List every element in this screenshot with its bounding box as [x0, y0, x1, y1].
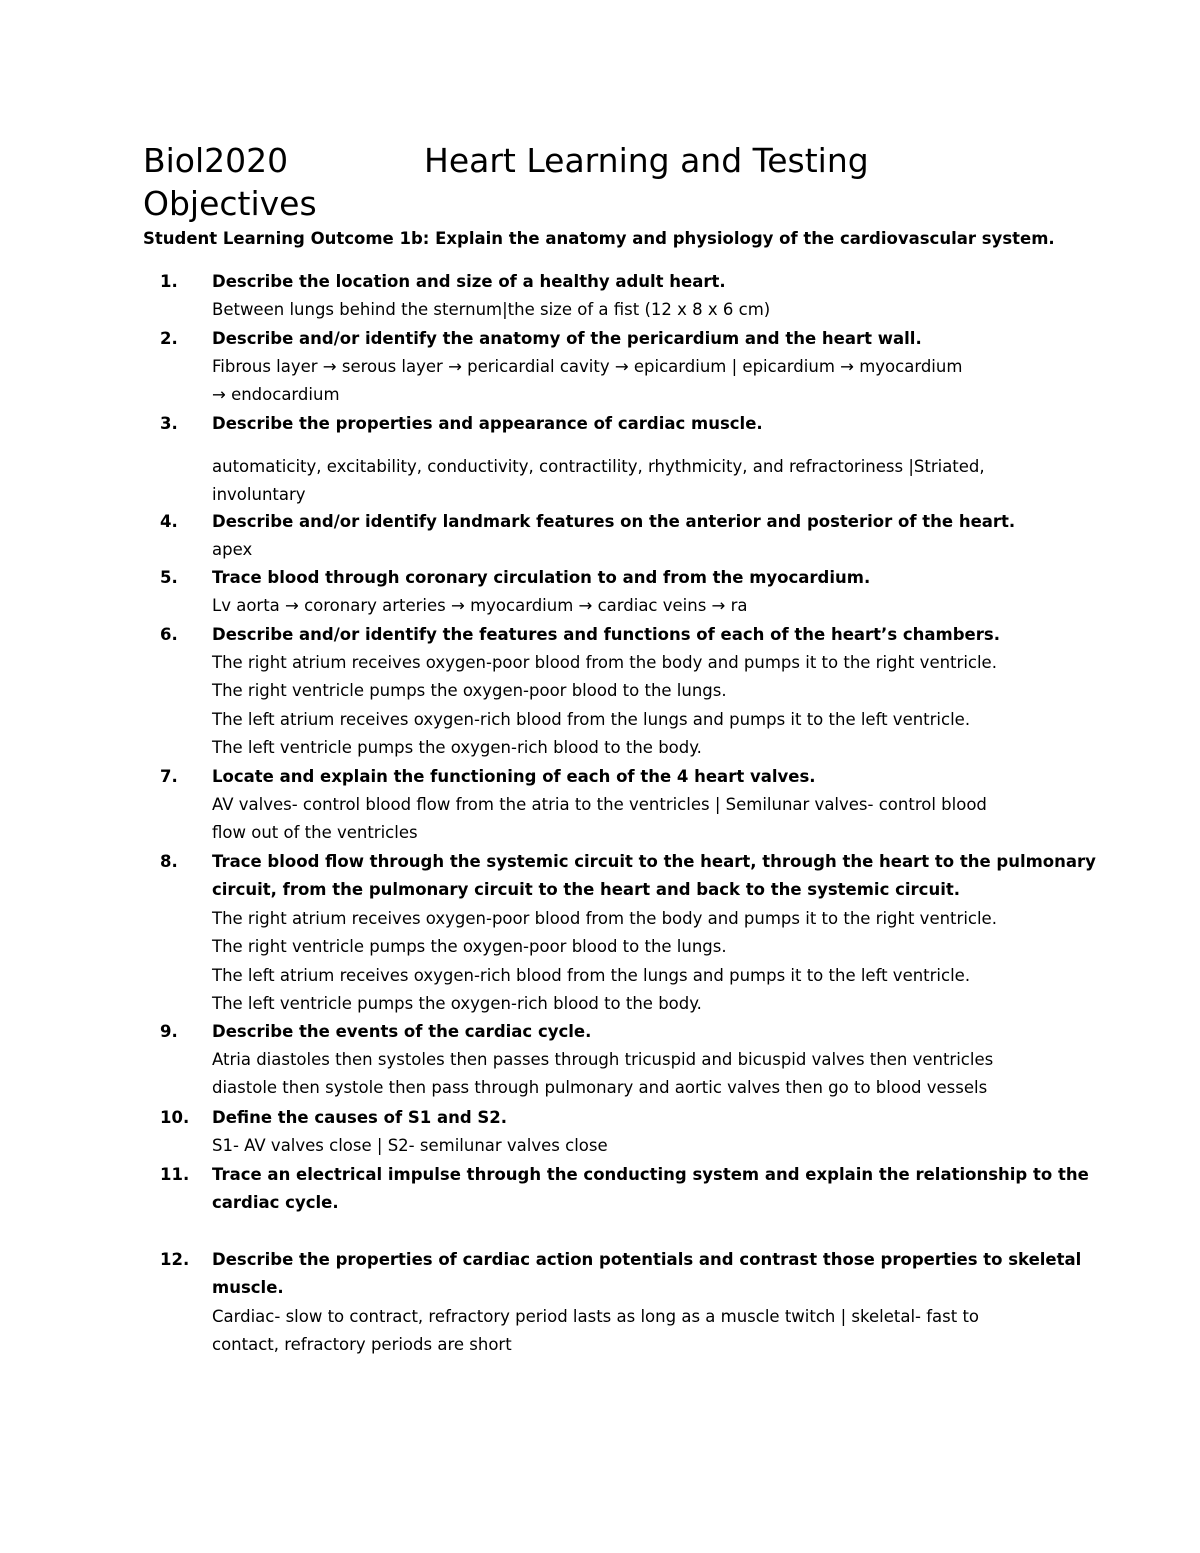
objective-question-line: Describe the location and size of a healthy adult heart.	[212, 272, 726, 291]
objective-answer	[212, 453, 1072, 510]
objective-answer	[212, 592, 1072, 620]
objective-number: 5.	[160, 568, 178, 587]
objective-answer	[212, 649, 1072, 762]
objective-question-line: Describe the events of the cardiac cycle.	[212, 1022, 592, 1041]
title-text-line2: Objectives	[143, 184, 317, 223]
objective-answer	[212, 1046, 1072, 1103]
objective-question-line: circuit, from the pulmonary circuit to the heart and back to the systemic circuit.	[212, 880, 961, 900]
objective-question-line: muscle.	[212, 1278, 284, 1298]
objective-answer	[212, 296, 1072, 324]
objective-answer-line: Cardiac- slow to contract, refractory period lasts as long as a muscle twitch | skeletal- fast to	[212, 1307, 980, 1326]
objective-question-line: Describe the properties and appearance of cardiac muscle.	[212, 414, 763, 433]
objective-question-line: Describe and/or identify the features and functions of each of the heart’s chambers.	[212, 625, 1000, 644]
objective-question-line: cardiac cycle.	[212, 1193, 339, 1213]
objective-question	[212, 621, 1072, 649]
objective-question	[212, 848, 1096, 905]
objective-question	[212, 763, 1072, 791]
objective-question-line: Describe the properties of cardiac action potentials and contrast those properties to skeletal	[212, 1250, 1082, 1269]
objective-answer-line: apex	[212, 540, 253, 559]
objective-question-line: Trace blood through coronary circulation to and from the myocardium.	[212, 568, 871, 587]
objective-question	[212, 1104, 1072, 1132]
objective-answer-line: Fibrous layer → serous layer → pericardial cavity → epicardium | epicardium → myocardium	[212, 357, 963, 376]
objective-answer-line: S1- AV valves close | S2- semilunar valves close	[212, 1136, 608, 1155]
objective-question	[212, 410, 1072, 438]
objective-number: 4.	[160, 512, 178, 531]
objective-number: 7.	[160, 767, 178, 786]
title-text: Heart Learning and Testing	[424, 141, 869, 180]
objective-number: 9.	[160, 1022, 178, 1041]
objective-answer-line: The right atrium receives oxygen-poor blood from the body and pumps it to the right ventricle.	[212, 909, 997, 928]
objective-answer-line: Lv aorta → coronary arteries → myocardium → cardiac veins → ra	[212, 596, 748, 615]
objective-question-line: Locate and explain the functioning of each of the 4 heart valves.	[212, 767, 816, 786]
objective-question	[212, 1018, 1072, 1046]
objective-number: 2.	[160, 329, 178, 348]
objective-number: 11.	[160, 1165, 190, 1184]
objective-answer-line: contact, refractory periods are short	[212, 1335, 512, 1355]
objective-answer	[212, 536, 1072, 564]
objective-question-line: Trace blood flow through the systemic circuit to the heart, through the heart to the pulmonary	[212, 852, 1096, 871]
objective-number: 1.	[160, 272, 178, 291]
objective-answer-line: involuntary	[212, 485, 306, 505]
objective-answer-line: flow out of the ventricles	[212, 823, 418, 843]
objective-answer-line: The left ventricle pumps the oxygen-rich blood to the body.	[212, 737, 702, 757]
objective-answer	[212, 1303, 1072, 1360]
objective-answer-line: The left atrium receives oxygen-rich blood from the lungs and pumps it to the left ventricle.	[212, 965, 971, 985]
objective-answer-line: diastole then systole then pass through pulmonary and aortic valves then go to blood vessels	[212, 1078, 988, 1098]
objective-question-line: Describe and/or identify the anatomy of the pericardium and the heart wall.	[212, 329, 922, 348]
objective-answer-line: Atria diastoles then systoles then passes through tricuspid and bicuspid valves then ventricles	[212, 1050, 994, 1069]
objective-answer-line: The right ventricle pumps the oxygen-poor blood to the lungs.	[212, 937, 727, 957]
objective-question	[212, 564, 1072, 592]
objective-question	[212, 325, 1072, 353]
objective-question-line: Describe and/or identify landmark features on the anterior and posterior of the heart.	[212, 512, 1016, 531]
objective-number: 8.	[160, 852, 178, 871]
objective-answer	[212, 1132, 1072, 1160]
objective-question	[212, 508, 1072, 536]
objective-number: 6.	[160, 625, 178, 644]
objective-answer-line: The left ventricle pumps the oxygen-rich blood to the body.	[212, 993, 702, 1013]
objective-question	[212, 268, 1072, 296]
objective-answer-line: → endocardium	[212, 385, 340, 405]
learning-outcome: Student Learning Outcome 1b: Explain the anatomy and physiology of the cardiovascular system.	[143, 229, 1055, 248]
objective-answer-line: The left atrium receives oxygen-rich blood from the lungs and pumps it to the left ventricle.	[212, 709, 971, 729]
objective-answer-line: The right ventricle pumps the oxygen-poor blood to the lungs.	[212, 681, 727, 701]
objective-answer	[212, 791, 1072, 848]
objective-question-line: Define the causes of S1 and S2.	[212, 1108, 508, 1127]
objective-question	[212, 1161, 1089, 1218]
course-code: Biol2020	[143, 141, 289, 180]
objective-answer-line: The right atrium receives oxygen-poor blood from the body and pumps it to the right ventricle.	[212, 653, 997, 672]
objective-number: 10.	[160, 1108, 190, 1127]
objective-answer-line: Between lungs behind the sternum|the size of a fist (12 x 8 x 6 cm)	[212, 300, 771, 319]
objective-question-line: Trace an electrical impulse through the conducting system and explain the relationship to the	[212, 1165, 1089, 1184]
objective-answer	[212, 353, 1072, 410]
objective-number: 3.	[160, 414, 178, 433]
objective-question	[212, 1246, 1082, 1303]
objective-answer-line: automaticity, excitability, conductivity, contractility, rhythmicity, and refractoriness |Striated,	[212, 457, 985, 476]
objective-number: 12.	[160, 1250, 190, 1269]
objective-answer-line: AV valves- control blood flow from the atria to the ventricles | Semilunar valves- control blood	[212, 795, 987, 814]
objective-answer	[212, 905, 1072, 1018]
